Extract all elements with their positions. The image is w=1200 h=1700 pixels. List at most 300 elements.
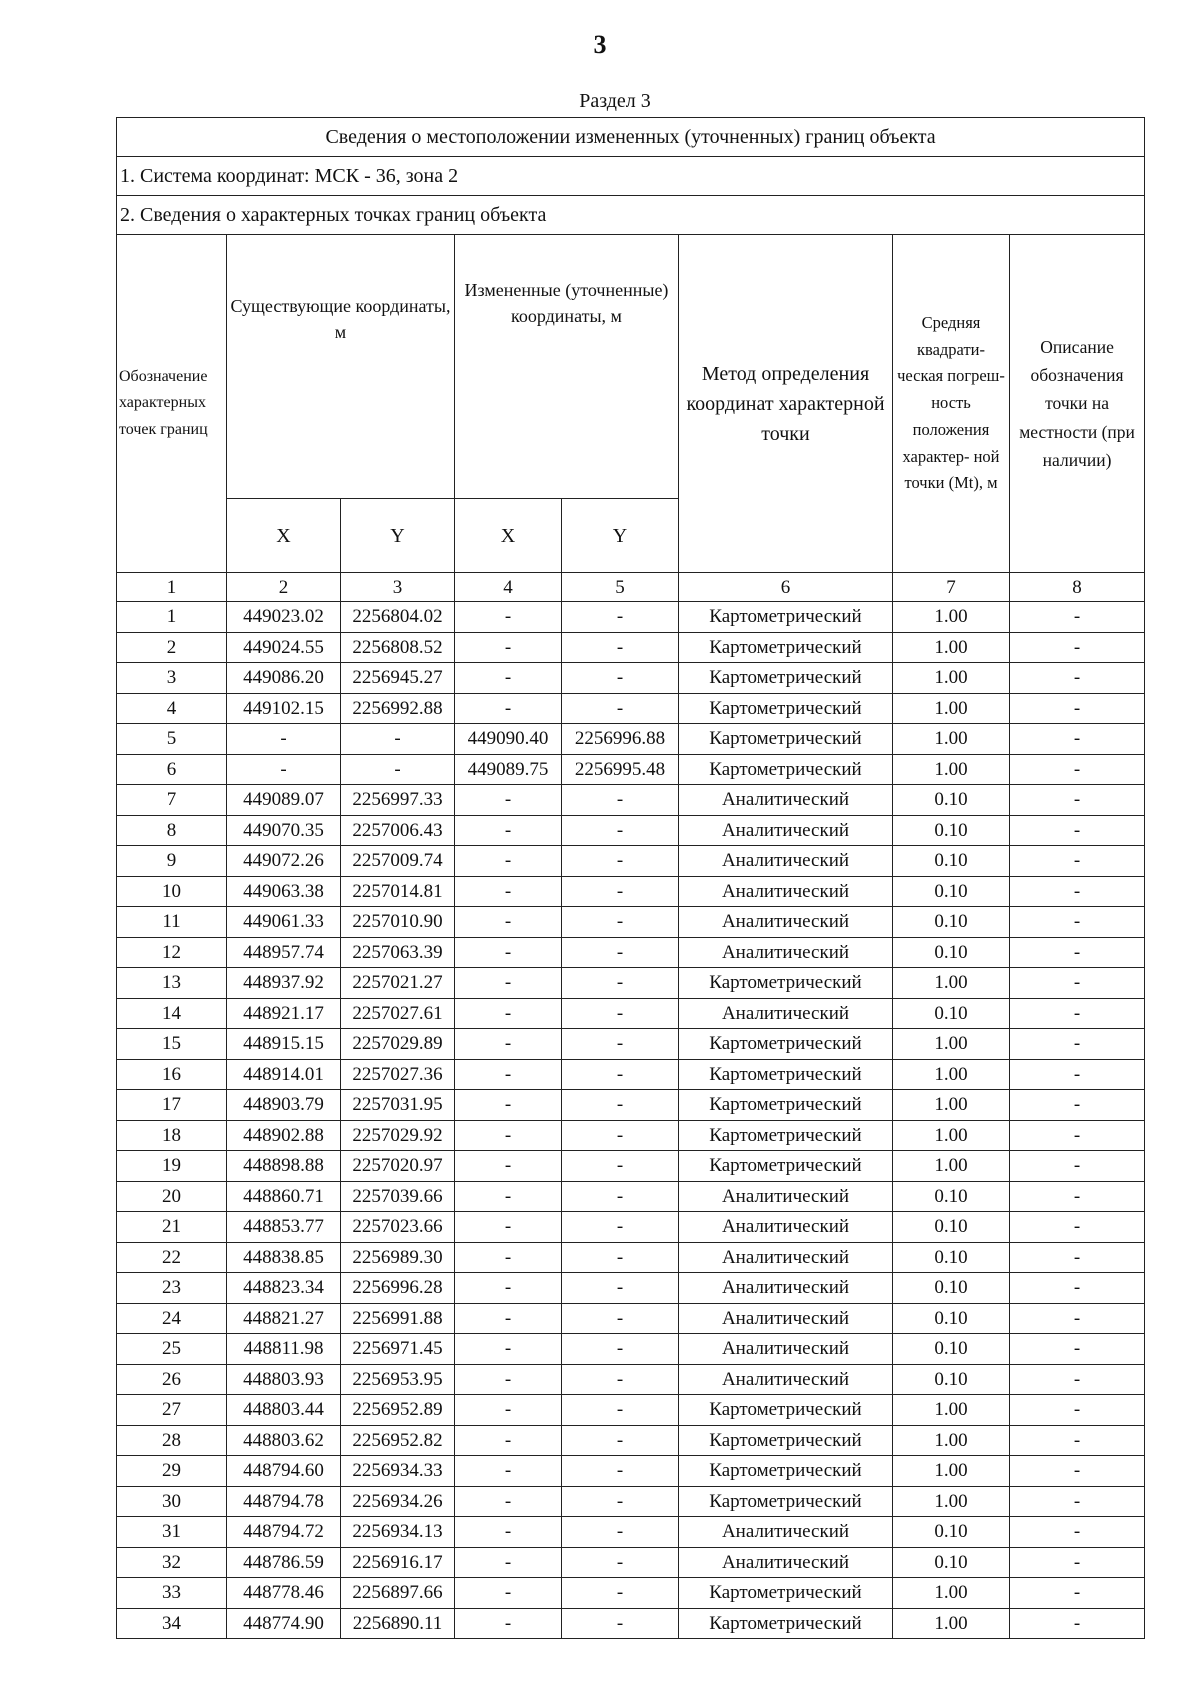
cell-existing-x: 448803.93 [227,1364,341,1395]
cell-mean-error: 1.00 [893,1059,1010,1090]
cell-existing-y: 2256890.11 [341,1608,455,1639]
cell-method: Аналитический [679,846,893,877]
cell-changed-y: - [562,1212,679,1243]
table-row [117,1608,1145,1639]
cell-description: - [1010,1334,1145,1365]
cell-mean-error: 0.10 [893,937,1010,968]
table-row [117,1578,1145,1609]
cell-method: Картометрический [679,754,893,785]
cell-changed-y: 2256996.88 [562,724,679,755]
cell-changed-x: - [455,1090,562,1121]
cell-mean-error: 1.00 [893,724,1010,755]
cell-mean-error: 1.00 [893,1151,1010,1182]
cell-existing-x: 448811.98 [227,1334,341,1365]
cell-description: - [1010,754,1145,785]
cell-existing-x: 448902.88 [227,1120,341,1151]
cell-description: - [1010,1059,1145,1090]
cell-mean-error: 0.10 [893,1273,1010,1304]
cell-changed-x: - [455,1120,562,1151]
cell-description: - [1010,1212,1145,1243]
cell-existing-y: 2256934.13 [341,1517,455,1548]
cell-existing-x: 448937.92 [227,968,341,999]
cell-point-number: 27 [117,1395,227,1426]
cell-point-number: 10 [117,876,227,907]
header-method: Метод определения координат характерной точки [679,235,893,573]
cell-description: - [1010,998,1145,1029]
cell-changed-x: 449089.75 [455,754,562,785]
cell-method: Картометрический [679,1486,893,1517]
cell-changed-x: - [455,785,562,816]
cell-changed-y: - [562,968,679,999]
header-point-designation: Обозначение характерных точек границ [117,235,227,573]
cell-mean-error: 1.00 [893,602,1010,633]
table-row [117,1517,1145,1548]
table-row [117,1456,1145,1487]
table-row [117,1395,1145,1426]
cell-changed-x: - [455,1151,562,1182]
cell-mean-error: 1.00 [893,968,1010,999]
cell-description: - [1010,1578,1145,1609]
cell-existing-y: 2256804.02 [341,602,455,633]
column-number: 5 [562,573,679,602]
cell-description: - [1010,1547,1145,1578]
table-row [117,1547,1145,1578]
cell-existing-y: 2257010.90 [341,907,455,938]
cell-mean-error: 0.10 [893,1334,1010,1365]
cell-existing-x: 449023.02 [227,602,341,633]
table-row [117,846,1145,877]
cell-existing-y: 2256992.88 [341,693,455,724]
cell-existing-y: 2256945.27 [341,663,455,694]
table-row [117,1059,1145,1090]
cell-description: - [1010,1090,1145,1121]
cell-mean-error: 1.00 [893,1456,1010,1487]
cell-existing-y: 2257029.89 [341,1029,455,1060]
cell-changed-y: - [562,785,679,816]
cell-point-number: 20 [117,1181,227,1212]
coord-system-line: 1. Система координат: МСК - 36, зона 2 [117,157,1145,196]
cell-changed-x: - [455,1547,562,1578]
cell-mean-error: 0.10 [893,1547,1010,1578]
cell-existing-x: 448794.60 [227,1456,341,1487]
table-row [117,1029,1145,1060]
cell-mean-error: 1.00 [893,1608,1010,1639]
boundary-points-table [116,117,1145,1639]
cell-method: Картометрический [679,1456,893,1487]
cell-existing-x: 448914.01 [227,1059,341,1090]
column-number: 1 [117,573,227,602]
cell-method: Аналитический [679,1303,893,1334]
table-row [117,1303,1145,1334]
cell-mean-error: 0.10 [893,846,1010,877]
cell-changed-y: - [562,1608,679,1639]
column-number: 2 [227,573,341,602]
cell-point-number: 16 [117,1059,227,1090]
cell-existing-y: 2256989.30 [341,1242,455,1273]
cell-method: Картометрический [679,1578,893,1609]
cell-changed-x: - [455,815,562,846]
header-changed-coords: Измененные (уточненные) координаты, м [455,235,679,499]
table-row [117,907,1145,938]
cell-existing-y: 2257014.81 [341,876,455,907]
cell-method: Аналитический [679,1242,893,1273]
cell-mean-error: 0.10 [893,998,1010,1029]
cell-existing-x: 448774.90 [227,1608,341,1639]
table-row [117,724,1145,755]
cell-description: - [1010,846,1145,877]
cell-mean-error: 1.00 [893,1425,1010,1456]
cell-existing-x: 448794.78 [227,1486,341,1517]
cell-method: Аналитический [679,1273,893,1304]
table-row [117,998,1145,1029]
cell-point-number: 5 [117,724,227,755]
cell-existing-x: - [227,754,341,785]
cell-description: - [1010,1456,1145,1487]
cell-changed-x: - [455,693,562,724]
column-number: 3 [341,573,455,602]
cell-point-number: 12 [117,937,227,968]
cell-changed-x: - [455,1608,562,1639]
cell-existing-y: 2256991.88 [341,1303,455,1334]
table-row [117,1273,1145,1304]
cell-point-number: 19 [117,1151,227,1182]
table-row [117,632,1145,663]
cell-method: Картометрический [679,1151,893,1182]
cell-changed-y: - [562,1456,679,1487]
table-row [117,1486,1145,1517]
cell-existing-y: 2256916.17 [341,1547,455,1578]
cell-changed-x: - [455,663,562,694]
cell-changed-x: - [455,1517,562,1548]
column-number: 6 [679,573,893,602]
cell-point-number: 7 [117,785,227,816]
cell-changed-y: - [562,602,679,633]
cell-point-number: 32 [117,1547,227,1578]
table-row [117,968,1145,999]
table-row [117,1334,1145,1365]
cell-existing-x: 448803.62 [227,1425,341,1456]
cell-method: Аналитический [679,1334,893,1365]
cell-changed-y: - [562,663,679,694]
cell-point-number: 23 [117,1273,227,1304]
cell-changed-x: - [455,602,562,633]
cell-description: - [1010,1364,1145,1395]
cell-changed-x: - [455,1029,562,1060]
cell-method: Аналитический [679,998,893,1029]
cell-mean-error: 0.10 [893,1181,1010,1212]
cell-description: - [1010,663,1145,694]
cell-existing-y: 2256997.33 [341,785,455,816]
cell-method: Картометрический [679,1059,893,1090]
cell-mean-error: 1.00 [893,1090,1010,1121]
header-mean-error: Средняя квадрати- ческая погреш- ность положения характер- ной точки (Mt), м [893,235,1010,573]
cell-existing-x: 448957.74 [227,937,341,968]
cell-description: - [1010,1395,1145,1426]
cell-existing-y: 2257021.27 [341,968,455,999]
cell-changed-y: - [562,1120,679,1151]
cell-point-number: 34 [117,1608,227,1639]
table-row [117,876,1145,907]
cell-changed-x: - [455,907,562,938]
cell-changed-x: - [455,1395,562,1426]
cell-existing-y: 2257039.66 [341,1181,455,1212]
cell-existing-x: - [227,724,341,755]
cell-changed-x: - [455,1212,562,1243]
header-changed-x: X [455,499,562,573]
cell-point-number: 4 [117,693,227,724]
cell-existing-x: 448921.17 [227,998,341,1029]
cell-existing-x: 449063.38 [227,876,341,907]
cell-changed-y: - [562,1364,679,1395]
cell-point-number: 25 [117,1334,227,1365]
cell-existing-y: - [341,724,455,755]
cell-method: Аналитический [679,937,893,968]
cell-description: - [1010,1517,1145,1548]
cell-existing-y: 2256934.26 [341,1486,455,1517]
cell-description: - [1010,632,1145,663]
cell-point-number: 6 [117,754,227,785]
table-row [117,815,1145,846]
cell-existing-y: 2257063.39 [341,937,455,968]
cell-method: Аналитический [679,1181,893,1212]
cell-existing-y: 2257006.43 [341,815,455,846]
page-number: 3 [593,30,607,59]
table-row [117,1425,1145,1456]
cell-existing-y: 2257027.36 [341,1059,455,1090]
cell-changed-y: - [562,693,679,724]
header-existing-y: Y [341,499,455,573]
column-number: 7 [893,573,1010,602]
cell-changed-x: - [455,1242,562,1273]
cell-point-number: 28 [117,1425,227,1456]
cell-point-number: 1 [117,602,227,633]
cell-changed-y: 2256995.48 [562,754,679,785]
cell-description: - [1010,1425,1145,1456]
cell-mean-error: 0.10 [893,1242,1010,1273]
cell-point-number: 11 [117,907,227,938]
cell-existing-x: 448898.88 [227,1151,341,1182]
cell-changed-x: - [455,1334,562,1365]
cell-existing-y: 2257009.74 [341,846,455,877]
cell-existing-y: 2257029.92 [341,1120,455,1151]
cell-changed-x: - [455,1303,562,1334]
cell-changed-x: - [455,1425,562,1456]
cell-changed-y: - [562,1303,679,1334]
cell-changed-y: - [562,937,679,968]
cell-description: - [1010,876,1145,907]
cell-existing-x: 448915.15 [227,1029,341,1060]
section-label: Раздел 3 [579,90,651,112]
cell-changed-x: - [455,1578,562,1609]
cell-existing-y: 2257020.97 [341,1151,455,1182]
header-changed-y: Y [562,499,679,573]
cell-changed-y: - [562,632,679,663]
cell-description: - [1010,937,1145,968]
cell-existing-y: 2256934.33 [341,1456,455,1487]
table-row [117,693,1145,724]
cell-point-number: 3 [117,663,227,694]
cell-method: Картометрический [679,1029,893,1060]
cell-description: - [1010,1486,1145,1517]
cell-method: Аналитический [679,1517,893,1548]
column-number: 4 [455,573,562,602]
cell-changed-y: - [562,907,679,938]
header-existing-x: X [227,499,341,573]
cell-mean-error: 1.00 [893,1395,1010,1426]
table-title: Сведения о местоположении измененных (уточненных) границ объекта [117,118,1145,157]
cell-description: - [1010,724,1145,755]
cell-changed-x: - [455,1364,562,1395]
cell-method: Картометрический [679,1090,893,1121]
cell-method: Картометрический [679,663,893,694]
cell-mean-error: 1.00 [893,1120,1010,1151]
cell-existing-y: 2257027.61 [341,998,455,1029]
cell-existing-y: - [341,754,455,785]
cell-existing-x: 449072.26 [227,846,341,877]
cell-point-number: 17 [117,1090,227,1121]
cell-changed-y: - [562,815,679,846]
table-row [117,785,1145,816]
cell-description: - [1010,1120,1145,1151]
cell-point-number: 14 [117,998,227,1029]
cell-description: - [1010,907,1145,938]
cell-point-number: 9 [117,846,227,877]
cell-mean-error: 0.10 [893,907,1010,938]
cell-point-number: 26 [117,1364,227,1395]
cell-changed-x: - [455,998,562,1029]
cell-changed-y: - [562,1151,679,1182]
cell-changed-x: - [455,937,562,968]
header-existing-coords: Существующие координаты, м [227,235,455,499]
cell-description: - [1010,815,1145,846]
cell-changed-x: - [455,846,562,877]
cell-changed-y: - [562,998,679,1029]
table-row [117,1090,1145,1121]
table-row [117,602,1145,633]
cell-changed-x: 449090.40 [455,724,562,755]
cell-description: - [1010,1181,1145,1212]
table-row [117,663,1145,694]
table-row [117,1151,1145,1182]
cell-existing-x: 448823.34 [227,1273,341,1304]
cell-mean-error: 1.00 [893,632,1010,663]
cell-changed-y: - [562,1578,679,1609]
cell-existing-x: 449086.20 [227,663,341,694]
header-description: Описание обозначения точки на местности (при наличии) [1010,235,1145,573]
cell-mean-error: 0.10 [893,1517,1010,1548]
cell-method: Картометрический [679,1120,893,1151]
cell-existing-x: 449061.33 [227,907,341,938]
cell-existing-y: 2256952.82 [341,1425,455,1456]
cell-existing-y: 2257031.95 [341,1090,455,1121]
cell-changed-x: - [455,1059,562,1090]
cell-mean-error: 0.10 [893,1212,1010,1243]
cell-method: Аналитический [679,1364,893,1395]
cell-changed-x: - [455,1273,562,1304]
cell-mean-error: 1.00 [893,1486,1010,1517]
cell-existing-x: 449024.55 [227,632,341,663]
cell-changed-y: - [562,1242,679,1273]
cell-point-number: 18 [117,1120,227,1151]
cell-point-number: 8 [117,815,227,846]
table-row [117,754,1145,785]
cell-method: Картометрический [679,632,893,663]
cell-method: Аналитический [679,785,893,816]
cell-changed-y: - [562,1486,679,1517]
cell-description: - [1010,968,1145,999]
cell-mean-error: 1.00 [893,693,1010,724]
cell-changed-y: - [562,1273,679,1304]
table-row [117,1212,1145,1243]
cell-existing-y: 2256953.95 [341,1364,455,1395]
cell-description: - [1010,1303,1145,1334]
table-row [117,937,1145,968]
cell-point-number: 21 [117,1212,227,1243]
cell-method: Аналитический [679,876,893,907]
cell-description: - [1010,602,1145,633]
cell-changed-x: - [455,632,562,663]
cell-existing-x: 448860.71 [227,1181,341,1212]
cell-changed-y: - [562,1029,679,1060]
cell-existing-y: 2256996.28 [341,1273,455,1304]
cell-method: Аналитический [679,907,893,938]
cell-method: Картометрический [679,1395,893,1426]
cell-description: - [1010,1273,1145,1304]
cell-changed-x: - [455,1456,562,1487]
cell-existing-y: 2256897.66 [341,1578,455,1609]
column-number-row [117,573,1145,602]
cell-changed-y: - [562,1181,679,1212]
cell-changed-y: - [562,1090,679,1121]
table-row [117,1120,1145,1151]
cell-changed-x: - [455,1181,562,1212]
cell-mean-error: 0.10 [893,815,1010,846]
cell-mean-error: 1.00 [893,754,1010,785]
cell-method: Картометрический [679,1608,893,1639]
cell-point-number: 22 [117,1242,227,1273]
cell-method: Аналитический [679,815,893,846]
cell-existing-y: 2256808.52 [341,632,455,663]
cell-point-number: 2 [117,632,227,663]
cell-mean-error: 1.00 [893,1578,1010,1609]
cell-existing-x: 448903.79 [227,1090,341,1121]
cell-method: Картометрический [679,693,893,724]
cell-method: Картометрический [679,968,893,999]
cell-changed-y: - [562,876,679,907]
cell-changed-x: - [455,876,562,907]
cell-method: Аналитический [679,1212,893,1243]
cell-point-number: 24 [117,1303,227,1334]
cell-existing-y: 2256952.89 [341,1395,455,1426]
cell-description: - [1010,1029,1145,1060]
cell-existing-x: 448821.27 [227,1303,341,1334]
cell-method: Картометрический [679,724,893,755]
cell-method: Картометрический [679,602,893,633]
cell-description: - [1010,785,1145,816]
cell-mean-error: 1.00 [893,663,1010,694]
table-row [117,1181,1145,1212]
cell-existing-y: 2256971.45 [341,1334,455,1365]
cell-point-number: 15 [117,1029,227,1060]
cell-description: - [1010,1242,1145,1273]
cell-existing-y: 2257023.66 [341,1212,455,1243]
cell-changed-x: - [455,968,562,999]
cell-existing-x: 449070.35 [227,815,341,846]
cell-description: - [1010,1608,1145,1639]
cell-mean-error: 0.10 [893,785,1010,816]
cell-mean-error: 0.10 [893,1303,1010,1334]
cell-point-number: 31 [117,1517,227,1548]
